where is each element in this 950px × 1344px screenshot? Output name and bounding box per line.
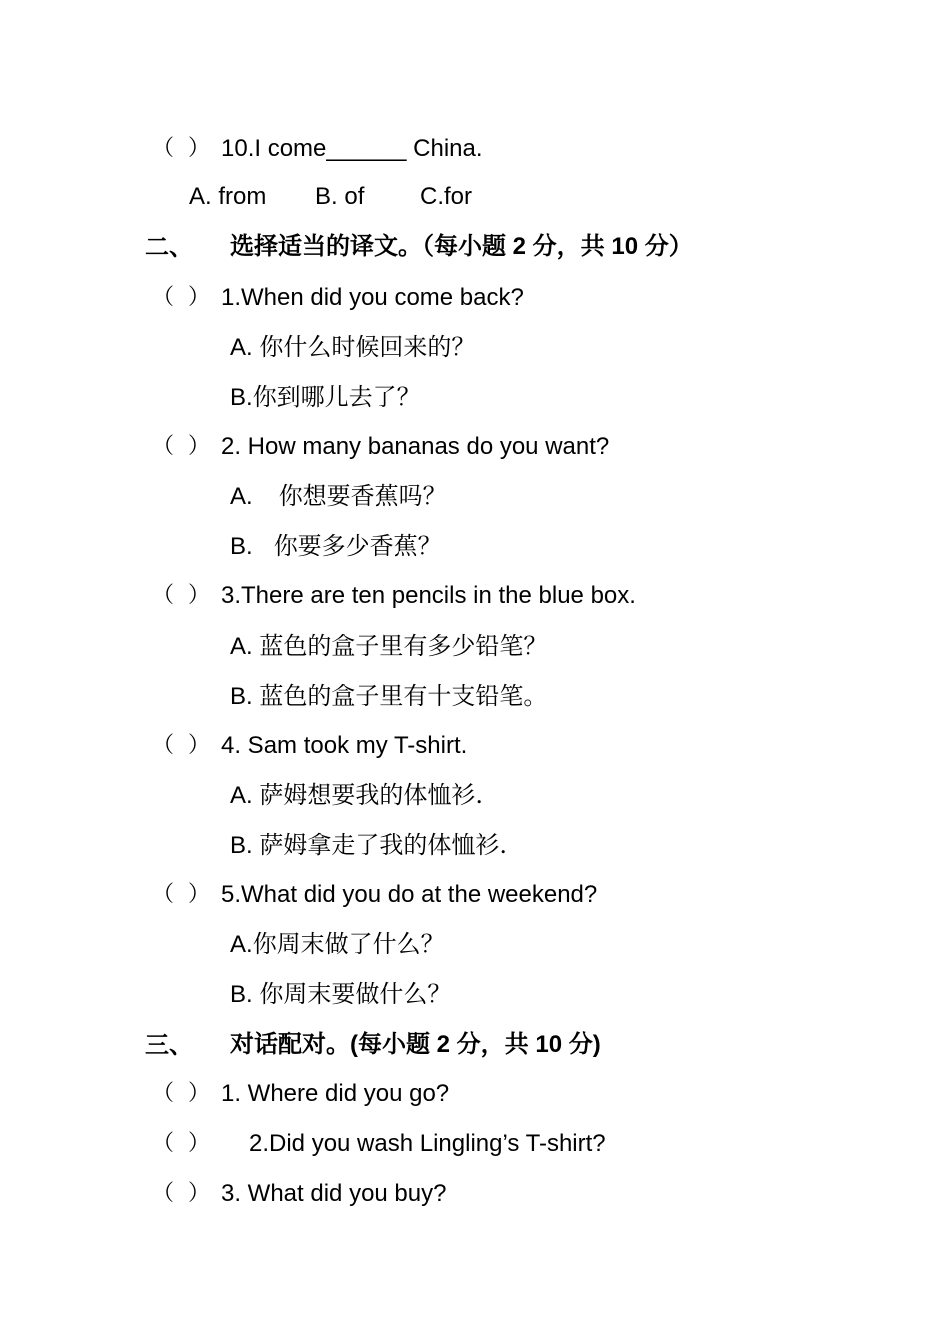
s2-q5-option-b	[230, 979, 451, 1010]
answer-blank: （ ）	[152, 434, 210, 459]
option-text: 萨姆拿走了我的体恤衫.	[259, 831, 507, 859]
option-prefix: A.	[230, 633, 260, 660]
section-2-number: 二、	[145, 232, 193, 261]
answer-blank: （ ）	[152, 1181, 210, 1206]
option-prefix: B.	[230, 981, 260, 1008]
s2-question-5-stem: 5.What did you do at the weekend?	[221, 881, 598, 908]
s2-q4-option-a	[230, 780, 483, 811]
option-prefix: B.	[230, 533, 253, 560]
option-prefix: B.	[230, 832, 260, 859]
s2-question-2-stem: 2. How many bananas do you want?	[221, 433, 610, 460]
section-3-number: 三、	[145, 1030, 193, 1059]
section-3-title: 对话配对。(每小题 2 分，共 10 分)	[230, 1031, 601, 1058]
answer-blank: （ ）	[152, 733, 210, 758]
s2-question-1-stem: 1.When did you come back?	[221, 284, 524, 311]
answer-blank: （ ）	[152, 882, 210, 907]
s2-q5-option-a	[230, 929, 445, 960]
s3-question-3: 3. What did you buy?	[221, 1180, 447, 1207]
option-text: 萨姆想要我的体恤衫.	[259, 781, 483, 809]
s2-q1-option-a	[230, 332, 475, 363]
answer-blank: （ ）	[152, 1081, 210, 1106]
option-text: 你周末要做什么？	[259, 980, 452, 1008]
option-prefix: A.	[230, 334, 260, 361]
option-prefix: B.	[230, 683, 260, 710]
option-text: 你什么时候回来的？	[259, 333, 476, 361]
option-prefix: B.	[230, 384, 253, 411]
s2-q1-option-b	[230, 382, 421, 413]
s3-question-2: 2.Did you wash Lingling’s T-shirt?	[249, 1130, 606, 1157]
s3-question-1: 1. Where did you go?	[221, 1080, 450, 1107]
answer-blank: （ ）	[152, 136, 210, 161]
s2-q2-option-b	[230, 531, 442, 562]
option-prefix: A.	[230, 782, 260, 809]
answer-blank: （ ）	[152, 1131, 210, 1156]
s2-q2-option-a	[230, 481, 447, 512]
option-text: 你要多少香蕉？	[273, 532, 442, 560]
s2-question-4-stem: 4. Sam took my T-shirt.	[221, 732, 468, 759]
s2-question-3-stem: 3.There are ten pencils in the blue box.	[221, 582, 636, 609]
option-a: A. from	[189, 183, 267, 210]
answer-blank: （ ）	[152, 285, 210, 310]
option-text: 你到哪儿去了？	[252, 383, 421, 411]
option-b: B. of	[315, 183, 365, 210]
s2-q3-option-b	[230, 681, 547, 712]
s2-q3-option-a	[230, 631, 547, 662]
section-2-title: 选择适当的译文。（每小题 2 分，共 10 分）	[230, 233, 693, 260]
s2-q4-option-b	[230, 830, 507, 861]
option-text: 蓝色的盒子里有多少铅笔？	[259, 632, 548, 660]
option-prefix: A.	[230, 483, 253, 510]
option-c: C.for	[420, 183, 473, 210]
option-text: 你想要香蕉吗？	[278, 482, 447, 510]
option-prefix: A.	[230, 931, 253, 958]
answer-blank: （ ）	[152, 583, 210, 608]
question-10-stem: 10.I come______ China.	[221, 135, 483, 162]
option-text: 你周末做了什么？	[252, 930, 445, 958]
option-text: 蓝色的盒子里有十支铅笔。	[259, 682, 548, 710]
